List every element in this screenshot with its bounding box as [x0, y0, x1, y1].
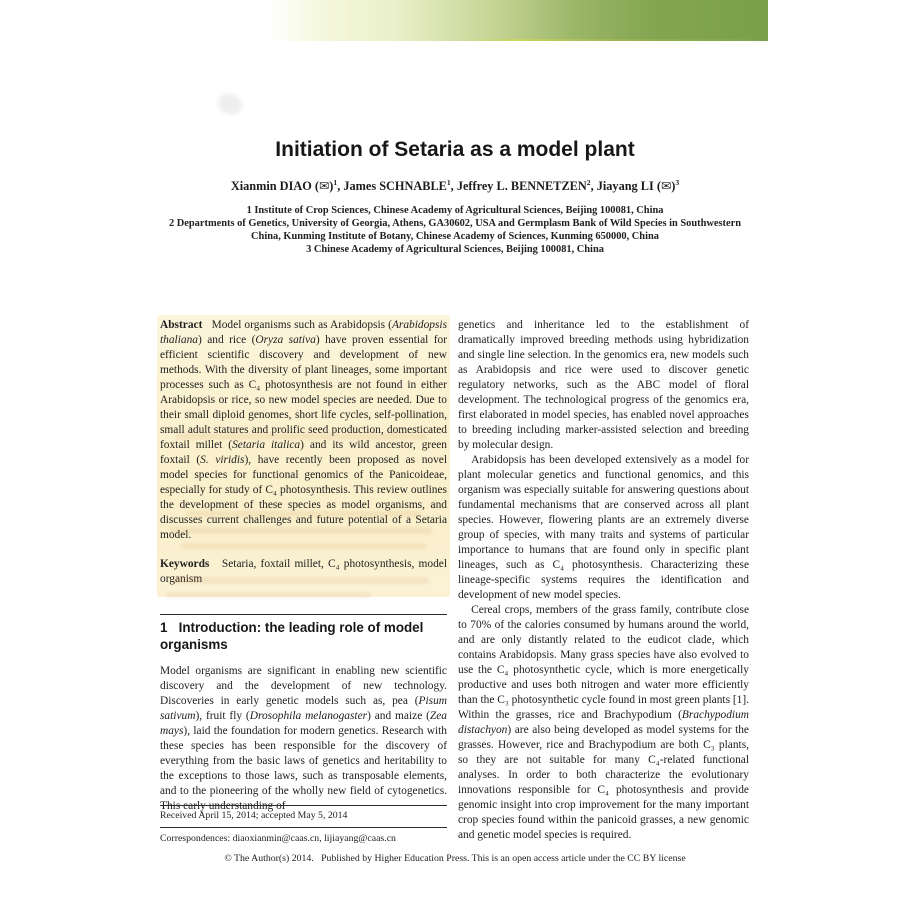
left-column: [160, 318, 447, 814]
right-column: [458, 318, 749, 843]
affiliations-block: [120, 204, 790, 256]
authors-line: Xianmin DIAO (✉)$^1$, James SCHNABLE$^1$, Jeffrey L. BENNETZEN$^2$, Jiayang LI (✉)$^3$: [230, 178, 680, 194]
body-paragraph: Arabidopsis has been developed extensively as a model for plant molecular genetics and functional genomics, and this organism was especially suitable for answering questions about fundamental mechanisms that are conserved across all plant species. However, flowering plants are an extremely diverse group of species, with many traits and systems of particular importance to humans that are found only in specific plant lineages, such as C₄ photosynthesis. Characterizing these lineage-specific systems requires the identification and development of new model species.: [458, 454, 749, 601]
affiliation-line: 2 Departments of Genetics, University of Georgia, Athens, GA30602, USA and Germplasm Bank of Wild Species in Southwestern: [169, 218, 741, 229]
abstract-text: Abstract Model organisms such as Arabidopsis (Arabidopsis thaliana) and rice (Oryza sativa) have proven essential for efficient scientific discovery and development of new methods. With the diversity of plant lineages, some important processes such as C₄ photosynthesis are not found in either Arabidopsis or rice, so new model species are needed. Due to their small diploid genomes, short life cycles, self-pollination, small adult statures and prolific seed production, domesticated foxtail millet (Setaria italica) and its wild ancestor, green foxtail (S. viridis), have recently been proposed as novel model species for functional genomics of the Panicoideae, especially for study of C₄ photosynthesis. This review outlines the development of these species as model organisms, and discusses current challenges and future potential of a Setaria model.: [160, 319, 448, 541]
affiliation-line: 1 Institute of Crop Sciences, Chinese Academy of Agricultural Sciences, Beijing 100081, China: [246, 205, 664, 216]
keywords-text: Keywords Setaria, foxtail millet, C₄ photosynthesis, model organism: [160, 558, 447, 585]
copyright-line: © The Author(s) 2014. Published by Higher Education Press. This is an open access article under the CC BY license: [224, 853, 686, 864]
footnote-rule: [160, 805, 447, 806]
scan-smudge-artifact: [215, 90, 245, 118]
footnote-rule: [160, 827, 447, 828]
abstract-highlight: [157, 315, 450, 597]
bleed-through-artifact: [180, 543, 426, 549]
section-divider-rule: [160, 614, 447, 615]
correspondence-emails: Correspondences: diaoxianmin@caas.cn, lijiayang@caas.cn: [160, 833, 396, 844]
bleed-through-artifact: [166, 592, 371, 598]
received-dates: Received April 15, 2014; accepted May 5, 2014: [160, 810, 348, 821]
section1-heading: 1 Introduction: the leading role of model organisms: [160, 620, 424, 652]
affiliation-line: 3 Chinese Academy of Agricultural Sciences, Beijing 100081, China: [306, 244, 604, 255]
header-gradient-band: [268, 0, 768, 41]
affiliation-line: China, Kunming Institute of Botany, Chinese Academy of Sciences, Kunming 650000, China: [251, 231, 659, 242]
paper-title: Initiation of Setaria as a model plant: [275, 138, 635, 162]
footnote-block: [160, 805, 447, 845]
body-paragraph: Cereal crops, members of the grass family, contribute close to 70% of the calories consumed by humans around the world, and are only distantly related to the eudicot clade, which contains Arabidopsis. Many grass species have also evolved to use the C₄ photosynthetic cycle, which is more energetically productive and uses both nitrogen and water more efficiently than the C₃ photosynthetic cycle found in most green plants [1]. Within the grasses, rice and Brachypodium (Brachypodium distachyon) are also being developed as model systems for the grasses. However, rice and Brachypodium are both C₃ plants, so they are not suitable for many C₄-related functional analyses. In order to both characterize the evolutionary innovations responsible for C₄ photosynthesis and provide genomic insight into crop improvement for the many important crop species found within the panicoid grasses, a new genomic and genetic model species is required.: [458, 604, 749, 841]
body-paragraph: genetics and inheritance led to the establishment of dramatically improved breeding methods using hybridization and single line selection. In the genomics era, new models such as Arabidopsis and rice were used to discover genetic regulatory networks, such as the ABC model of floral development. The technological progress of the genomics era, first elaborated in model species, has enabled novel approaches to breeding including marker-assisted selection and breeding by molecular design.: [458, 319, 749, 451]
intro-paragraph: Model organisms are significant in enabling new scientific discovery and the development of new technology. Discoveries in early genetic models such as, pea (Pisum sativum), fruit fly (Drosophila melanogaster) and maize (Zea mays), laid the foundation for modern genetics. Research with these species has been responsible for the discovery of everything from the basic laws of genetics and heritability to the exceptions to those laws, such as transposable elements, and to the pioneering of the wholly new field of cytogenetics. This early understanding of: [160, 665, 447, 813]
